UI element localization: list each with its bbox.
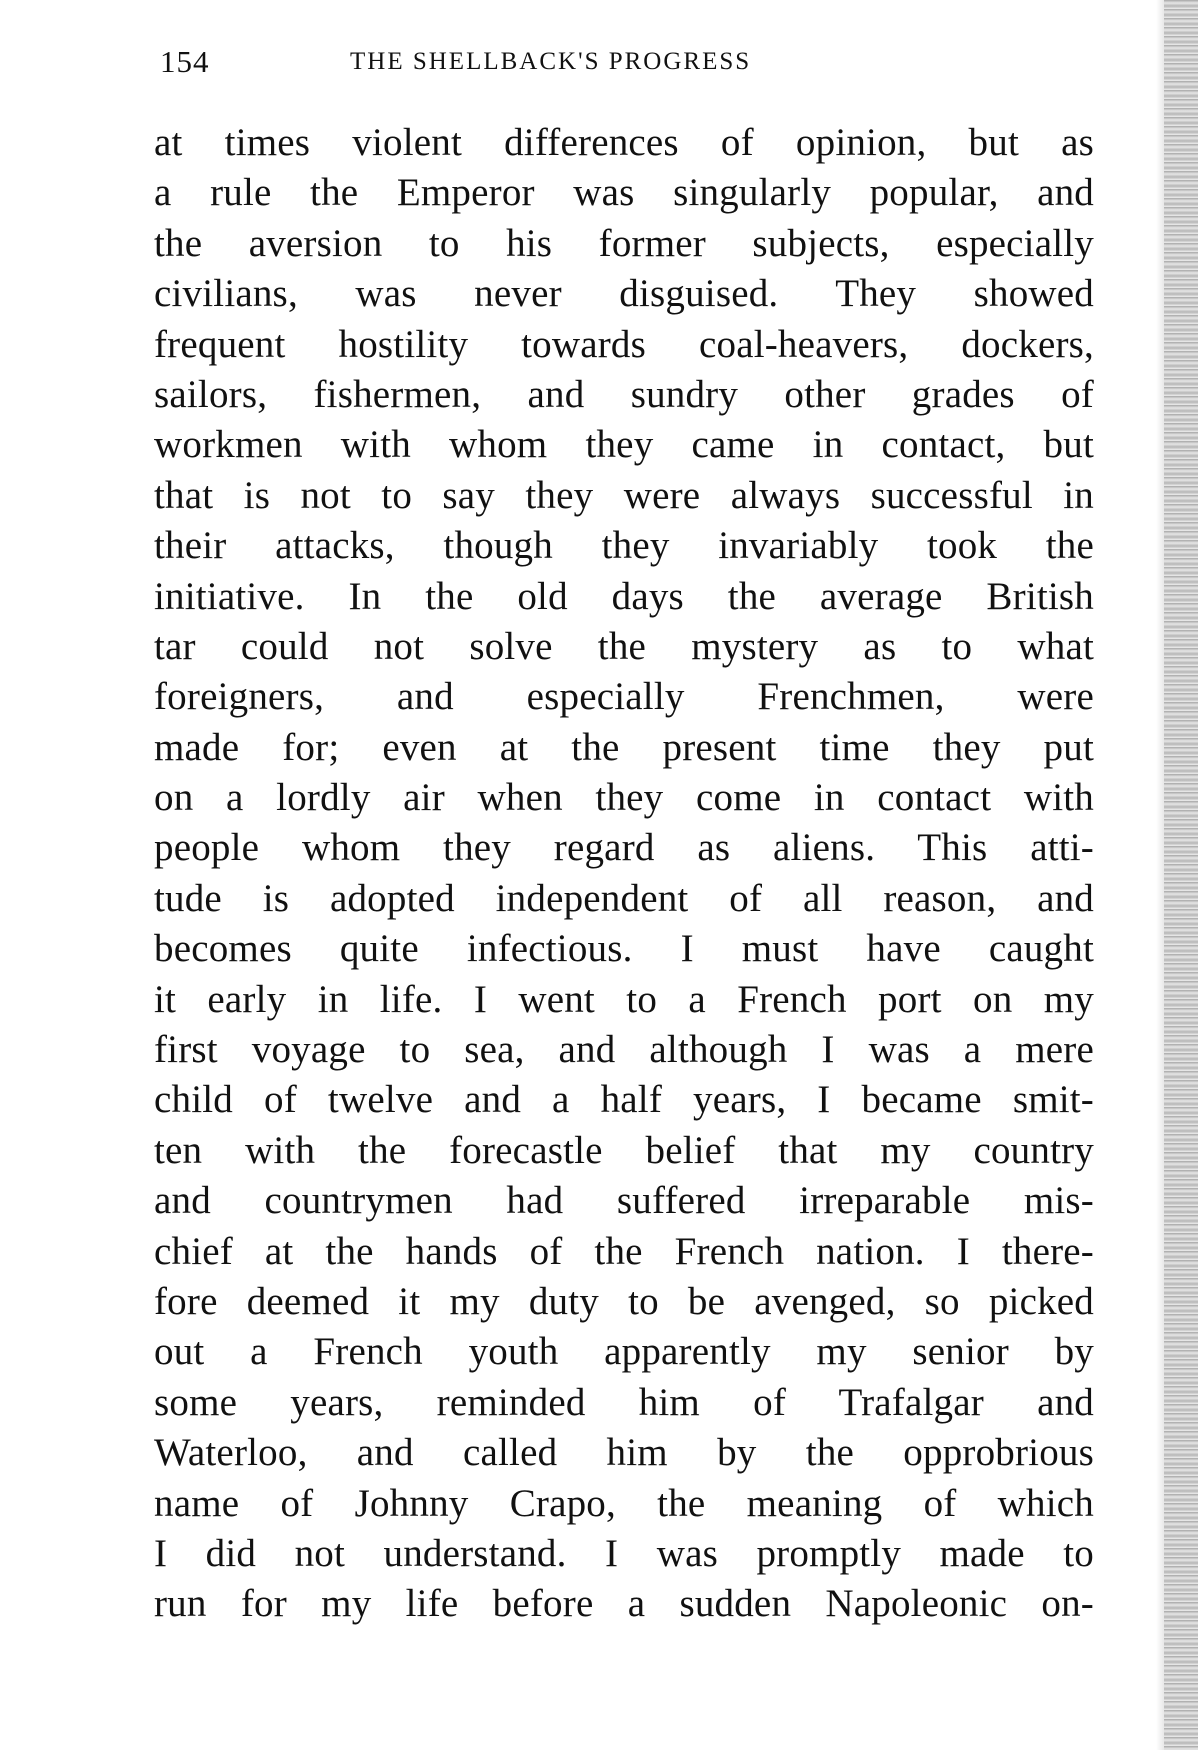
text-line: chief at the hands of the French nation. I there- bbox=[154, 1229, 1094, 1273]
text-line: out a French youth apparently my senior by bbox=[154, 1330, 1094, 1374]
text-line: their attacks, though they invariably took the bbox=[154, 524, 1094, 568]
text-line: Waterloo, and called him by the opprobrious bbox=[154, 1431, 1094, 1475]
text-line: sailors, fishermen, and sundry other grades of bbox=[154, 372, 1094, 416]
text-line: first voyage to sea, and although I was a mere bbox=[154, 1028, 1094, 1072]
text-line: run for my life before a sudden Napoleonic on- bbox=[154, 1582, 1094, 1626]
text-line: frequent hostility towards coal-heavers, dockers, bbox=[154, 322, 1094, 366]
page-number: 154 bbox=[160, 44, 210, 79]
text-line: it early in life. I went to a French port on my bbox=[154, 977, 1094, 1021]
page-edge-shadow bbox=[1164, 0, 1198, 1750]
body-text bbox=[154, 118, 1094, 1678]
text-line: on a lordly air when they come in contact with bbox=[154, 776, 1094, 820]
text-line: becomes quite infectious. I must have caught bbox=[154, 927, 1094, 971]
page-header bbox=[160, 44, 920, 84]
text-line: I did not understand. I was promptly made to bbox=[154, 1531, 1094, 1575]
running-head: THE SHELLBACK'S PROGRESS bbox=[350, 48, 752, 75]
text-line: that is not to say they were always successful in bbox=[154, 473, 1094, 517]
text-line: some years, reminded him of Trafalgar and bbox=[154, 1380, 1094, 1424]
text-line: and countrymen had suffered irreparable mis- bbox=[154, 1179, 1094, 1223]
text-line: child of twelve and a half years, I became smit- bbox=[154, 1078, 1094, 1122]
text-line: tar could not solve the mystery as to what bbox=[154, 624, 1094, 668]
text-line: civilians, was never disguised. They showed bbox=[154, 272, 1094, 316]
text-line: a rule the Emperor was singularly popular, and bbox=[154, 171, 1094, 215]
text-line: ten with the forecastle belief that my country bbox=[154, 1128, 1094, 1172]
text-line: fore deemed it my duty to be avenged, so picked bbox=[154, 1279, 1094, 1323]
text-line: at times violent differences of opinion, but as bbox=[154, 121, 1094, 164]
text-line: workmen with whom they came in contact, but bbox=[154, 423, 1094, 467]
text-line: made for; even at the present time they put bbox=[154, 725, 1094, 769]
text-line: initiative. In the old days the average British bbox=[154, 574, 1094, 618]
text-line: the aversion to his former subjects, especially bbox=[154, 221, 1094, 265]
text-line: tude is adopted independent of all reason, and bbox=[154, 876, 1094, 920]
text-line: foreigners, and especially Frenchmen, were bbox=[154, 675, 1094, 719]
text-line: name of Johnny Crapo, the meaning of which bbox=[154, 1481, 1094, 1525]
text-line: people whom they regard as aliens. This atti- bbox=[154, 826, 1094, 870]
